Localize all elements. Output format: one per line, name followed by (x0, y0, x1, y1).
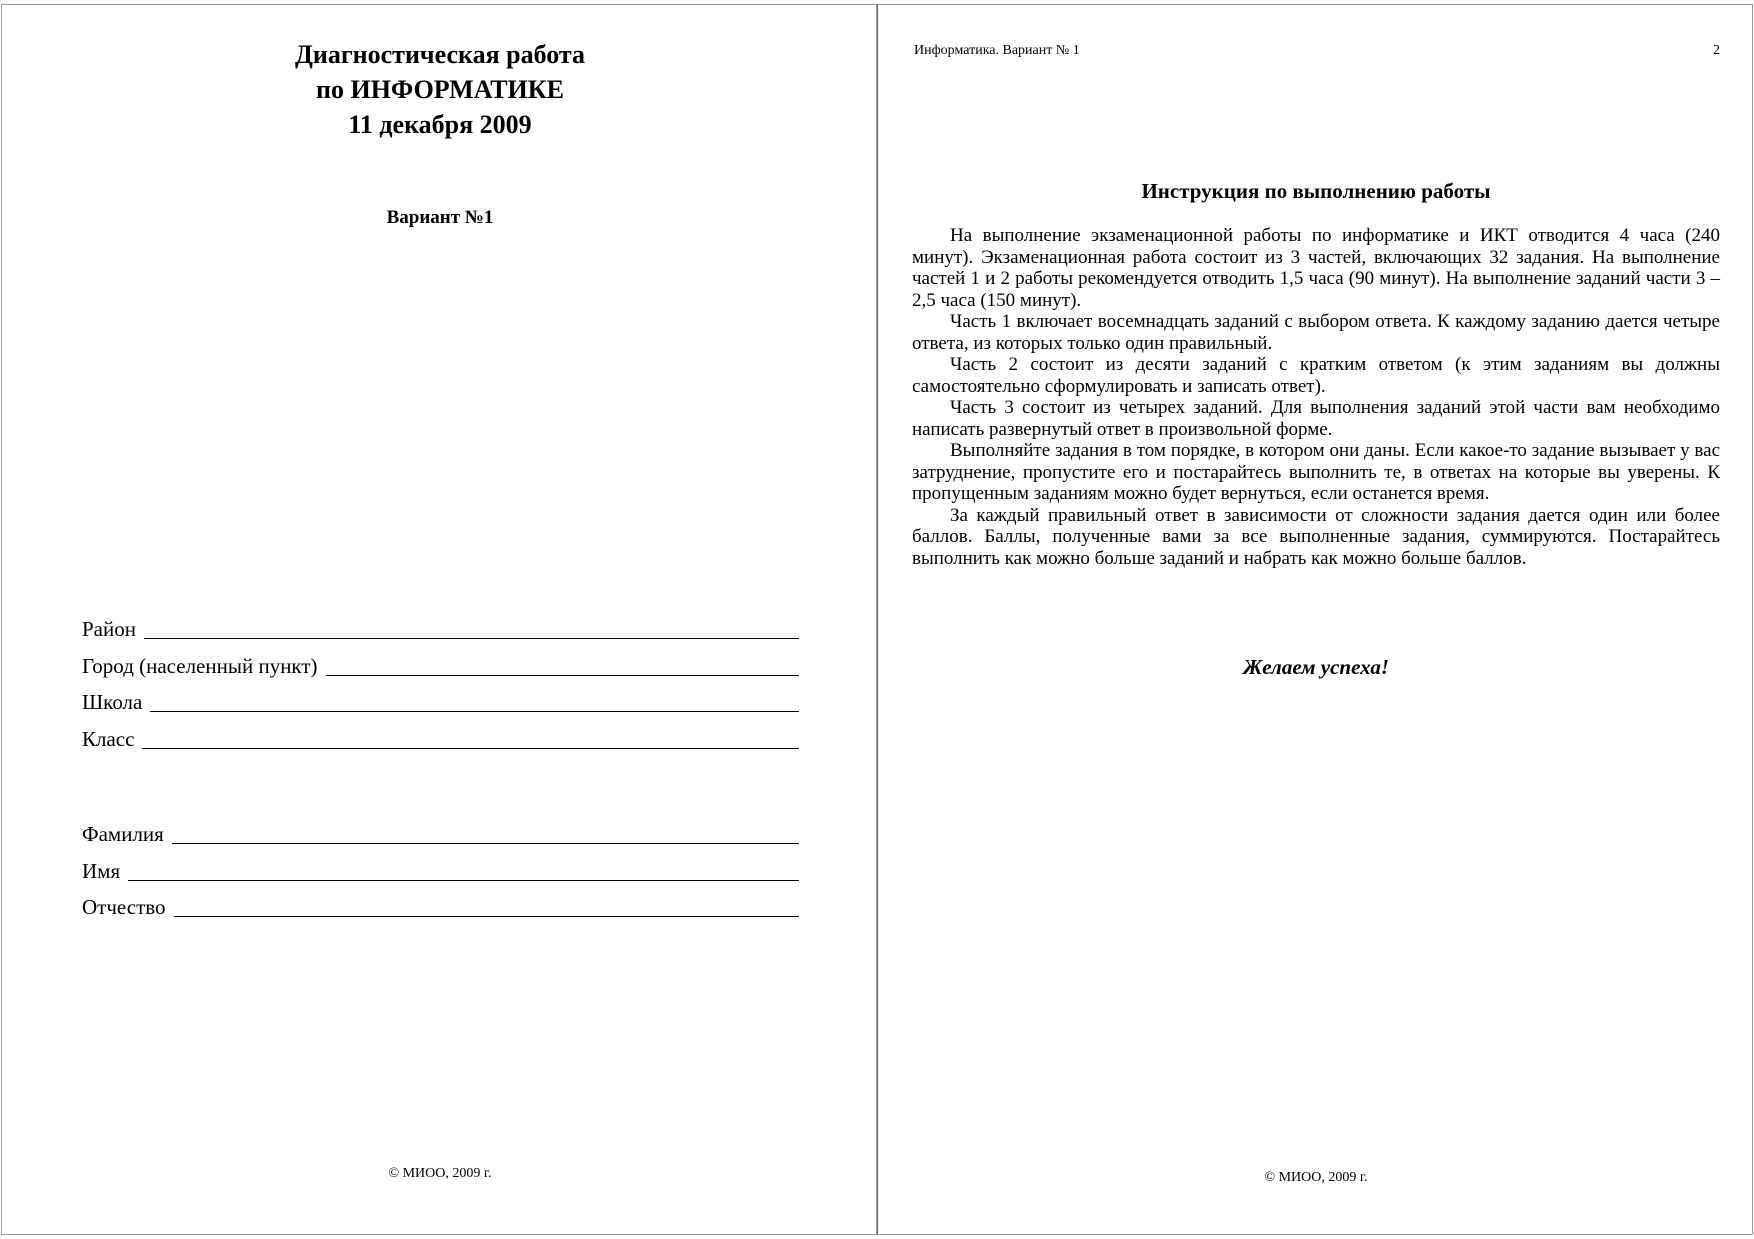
surname-field[interactable] (82, 818, 799, 846)
class-field[interactable] (82, 723, 799, 751)
instruction-paragraph: За каждый правильный ответ в зависимости от сложности задания дается один или более баллов. Баллы, полученные вами за все выполненные задания, суммируются. Постарайтесь выполнить как можно больше заданий и набрать как можно больше баллов. (912, 504, 1720, 569)
instruction-copyright: © МИОО, 2009 г. (1264, 1170, 1368, 1185)
name-label: Имя (82, 859, 121, 883)
city-label: Город (населенный пункт) (82, 654, 318, 678)
school-label: Школа (82, 690, 143, 714)
running-header: Информатика. Вариант № 1 (914, 43, 1080, 58)
instruction-paragraph: На выполнение экзаменационной работы по информатике и ИКТ отводится 4 часа (240 минут). Экзаменационная работа состоит из 3 частей, включающих 32 задания. На выполнение частей 1 и 2 работы рекомендуется отводить 1,5 часа (90 минут). На выполнение заданий части 3 – 2,5 часа (150 минут). (912, 225, 1720, 311)
document-title (2, 37, 878, 142)
instruction-paragraph: Часть 2 состоит из десяти заданий с кратким ответом (к этим заданиям вы должны самостоятельно сформулировать и записать ответ). (912, 354, 1720, 397)
page-number: 2 (1713, 43, 1720, 58)
district-input-line[interactable] (144, 637, 799, 639)
instruction-paragraph: Часть 3 состоит из четырех заданий. Для выполнения заданий этой части вам необходимо написать развернутый ответ в произвольной форме. (912, 397, 1720, 440)
variant-label: Вариант №1 (386, 207, 494, 228)
instruction-paragraph: Выполняйте задания в том порядке, в котором они даны. Если какое-то задание вызывает у вас затруднение, пропустите его и постарайтесь выполнить те, в ответах на которые вы уверены. К пропущенным заданиям можно будет вернуться, если останется время. (912, 440, 1720, 504)
surname-label: Фамилия (82, 822, 164, 846)
patronymic-field[interactable] (82, 891, 799, 919)
title-line-3: 11 декабря 2009 (348, 110, 532, 139)
patronymic-input-line[interactable] (174, 915, 799, 917)
instruction-body (912, 225, 1720, 569)
school-field[interactable] (82, 686, 799, 714)
school-input-line[interactable] (150, 710, 799, 712)
patronymic-label: Отчество (82, 895, 166, 919)
city-field[interactable] (82, 650, 799, 678)
instruction-title: Инструкция по выполнению работы (1141, 179, 1491, 203)
cover-copyright: © МИОО, 2009 г. (388, 1166, 492, 1181)
title-line-2: по ИНФОРМАТИКЕ (316, 75, 564, 104)
class-label: Класс (82, 727, 135, 751)
instruction-paragraph: Часть 1 включает восемнадцать заданий с выбором ответа. К каждому заданию дается четыре ответа, из которых только один правильный. (912, 311, 1720, 354)
city-input-line[interactable] (326, 674, 799, 676)
good-luck-wish: Желаем успеха! (1242, 655, 1390, 679)
name-field[interactable] (82, 855, 799, 883)
instruction-page (877, 4, 1753, 1235)
name-input-line[interactable] (128, 879, 799, 881)
surname-input-line[interactable] (172, 842, 799, 844)
cover-page (1, 4, 877, 1235)
district-field[interactable] (82, 613, 799, 641)
title-line-1: Диагностическая работа (294, 40, 586, 69)
district-label: Район (82, 617, 136, 641)
class-input-line[interactable] (142, 747, 799, 749)
